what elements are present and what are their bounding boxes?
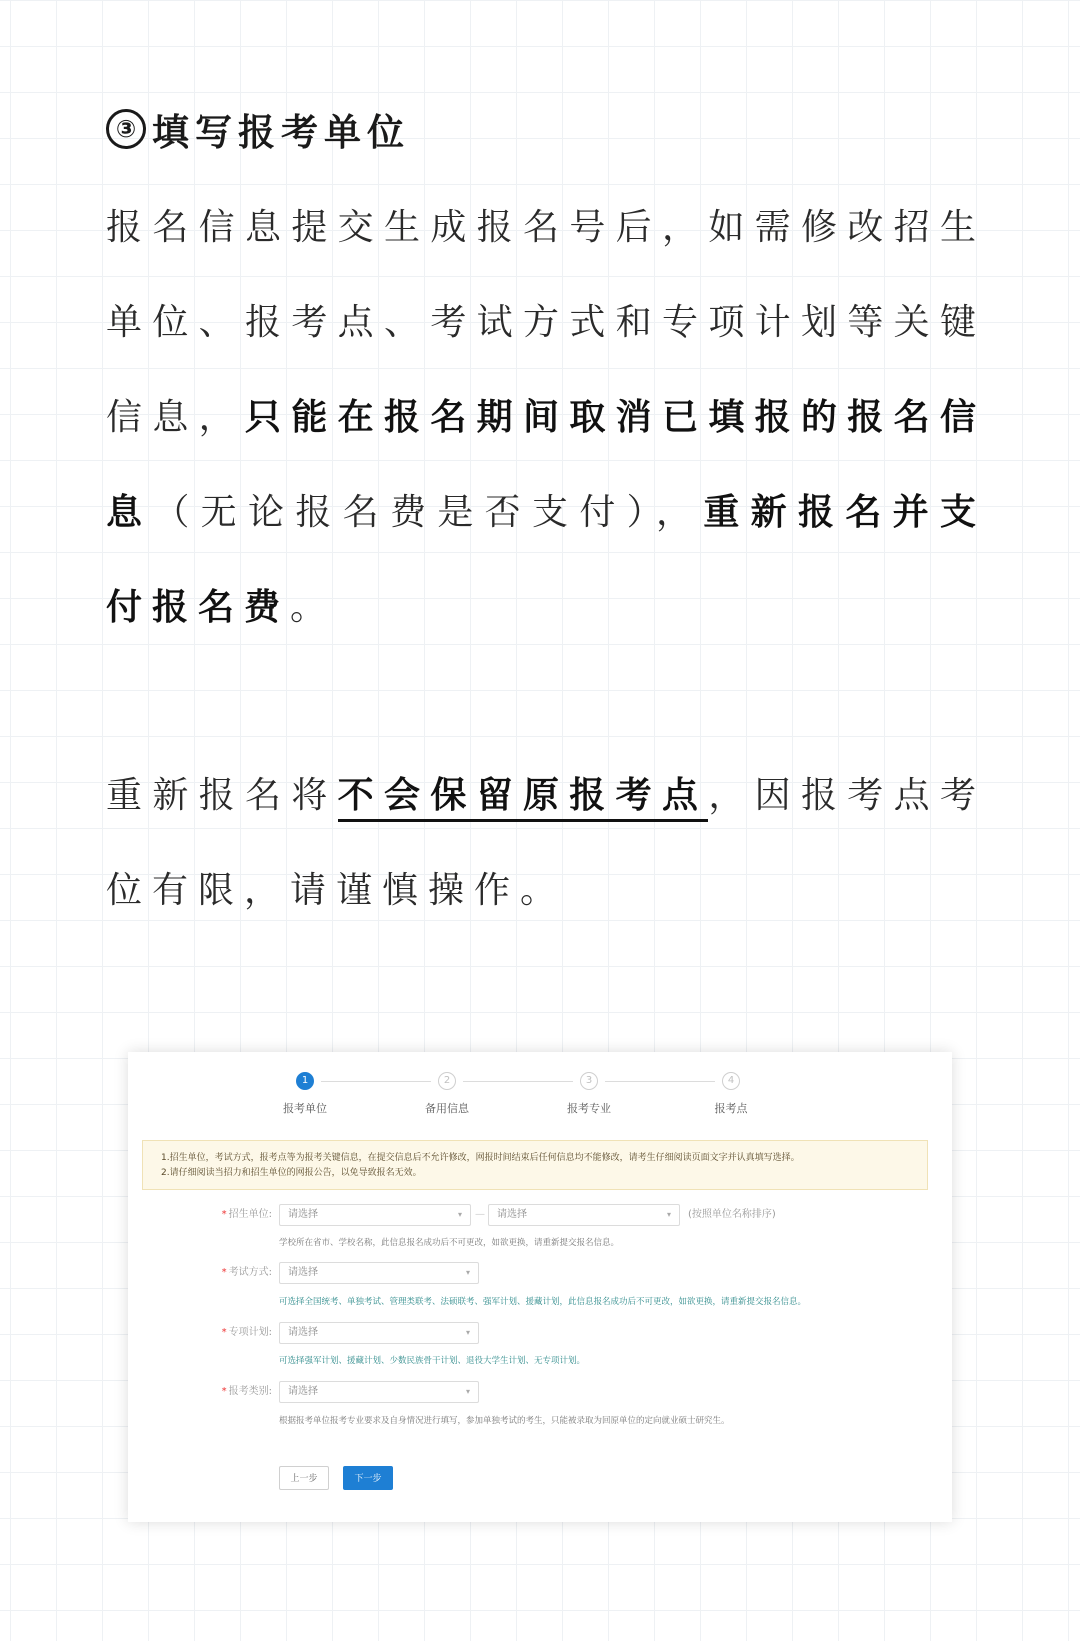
field-label-text: 专项计划: (228, 1327, 272, 1338)
step-1-dot: 1 (296, 1072, 314, 1090)
select-placeholder: 请选择 (288, 1267, 318, 1278)
field-hint: 可选择强军计划、援藏计划、少数民族骨干计划、退役大学生计划、无专项计划。 (279, 1356, 586, 1366)
field-application-category (128, 1381, 952, 1403)
paragraph-1-part1: 报名信息提交生成报名号后，如需修改招生单位、报考点、考试方式和专项计划等关键信息， (106, 207, 986, 438)
select-placeholder: 请选择 (497, 1209, 527, 1220)
range-dash: — (475, 1209, 485, 1220)
field-label (188, 1322, 272, 1344)
unit-school-select[interactable] (488, 1204, 680, 1226)
sort-note: (按照单位名称排序) (688, 1209, 776, 1220)
step-2-label: 备用信息 (425, 1102, 469, 1115)
field-recruiting-unit (128, 1204, 952, 1226)
paragraph-1-part3: 。 (290, 587, 337, 628)
field-exam-method (128, 1262, 952, 1284)
field-hint: 根据报考单位报考专业要求及自身情况进行填写，参加单独考试的考生，只能被录取为回原单位的定向就业硕士研究生。 (279, 1416, 730, 1426)
chevron-down-icon: ▾ (465, 1328, 470, 1337)
step-3-label: 报考专业 (567, 1102, 611, 1115)
step-4-dot: 4 (722, 1072, 740, 1090)
heading-number: ③ (106, 109, 146, 149)
step-2[interactable] (407, 1072, 487, 1116)
select-placeholder: 请选择 (288, 1386, 318, 1397)
paragraph-1-part2: （无论报名费是否支付）， (153, 492, 704, 533)
paragraph-2-part1: 重新报名将 (106, 775, 338, 816)
step-3[interactable] (549, 1072, 629, 1116)
field-label (188, 1381, 272, 1403)
required-star: * (221, 1267, 227, 1278)
step-progress (273, 1072, 873, 1122)
step-4-label: 报考点 (714, 1102, 748, 1115)
exam-method-select[interactable] (279, 1262, 479, 1284)
notice-box (142, 1140, 928, 1190)
paragraph-2-part2: ，因报考点考位有限，请谨慎操作。 (106, 775, 986, 911)
chevron-down-icon: ▾ (666, 1210, 671, 1219)
required-star: * (221, 1386, 227, 1397)
field-hint: 学校所在省市、学校名称，此信息报名成功后不可更改，如欲更换，请重新提交报名信息。 (279, 1238, 620, 1248)
step-3-dot: 3 (580, 1072, 598, 1090)
notice-line-1: 1.招生单位，考试方式，报考点等为报考关键信息，在提交信息后不允许修改，网报时间结束后任何信息均不能修改，请考生仔细阅读页面文字并认真填写选择。 (161, 1153, 800, 1163)
chevron-down-icon: ▾ (465, 1387, 470, 1396)
select-placeholder: 请选择 (288, 1209, 318, 1220)
unit-province-select[interactable] (279, 1204, 471, 1226)
field-label (188, 1204, 272, 1226)
heading-text: 填写报考单位 (152, 111, 410, 154)
section-heading (106, 102, 410, 156)
next-step-button[interactable]: 下一步 (343, 1466, 393, 1490)
field-label-text: 报考类别: (228, 1386, 272, 1397)
step-1[interactable] (265, 1072, 345, 1116)
chevron-down-icon: ▾ (465, 1268, 470, 1277)
required-star: * (221, 1327, 227, 1338)
previous-step-button[interactable]: 上一步 (279, 1466, 329, 1490)
field-label (188, 1262, 272, 1284)
step-1-label: 报考单位 (283, 1102, 327, 1115)
notice-line-2: 2.请仔细阅读当招力和招生单位的网报公告，以免导致报名无效。 (161, 1168, 422, 1178)
select-placeholder: 请选择 (288, 1327, 318, 1338)
paragraph-2-underline: 不会保留原报考点 (338, 775, 709, 822)
paragraph-1 (106, 180, 986, 655)
step-4[interactable] (691, 1072, 771, 1116)
application-category-select[interactable] (279, 1381, 479, 1403)
field-special-plan (128, 1322, 952, 1344)
paragraph-1-bold1: 只能在报名期间取消已填报的报名信息 (106, 397, 986, 533)
field-label-text: 招生单位: (228, 1209, 272, 1220)
registration-screenshot (128, 1052, 952, 1522)
field-hint: 可选择全国统考、单独考试、管理类联考、法硕联考、强军计划、援藏计划，此信息报名成功后不可更改，如欲更换，请重新提交报名信息。 (279, 1297, 807, 1307)
required-star: * (221, 1209, 227, 1220)
paragraph-2 (106, 748, 986, 938)
special-plan-select[interactable] (279, 1322, 479, 1344)
chevron-down-icon: ▾ (457, 1210, 462, 1219)
step-2-dot: 2 (438, 1072, 456, 1090)
field-label-text: 考试方式: (228, 1267, 272, 1278)
paragraph-1-bold2: 重新报名并支付报名费 (106, 492, 986, 628)
